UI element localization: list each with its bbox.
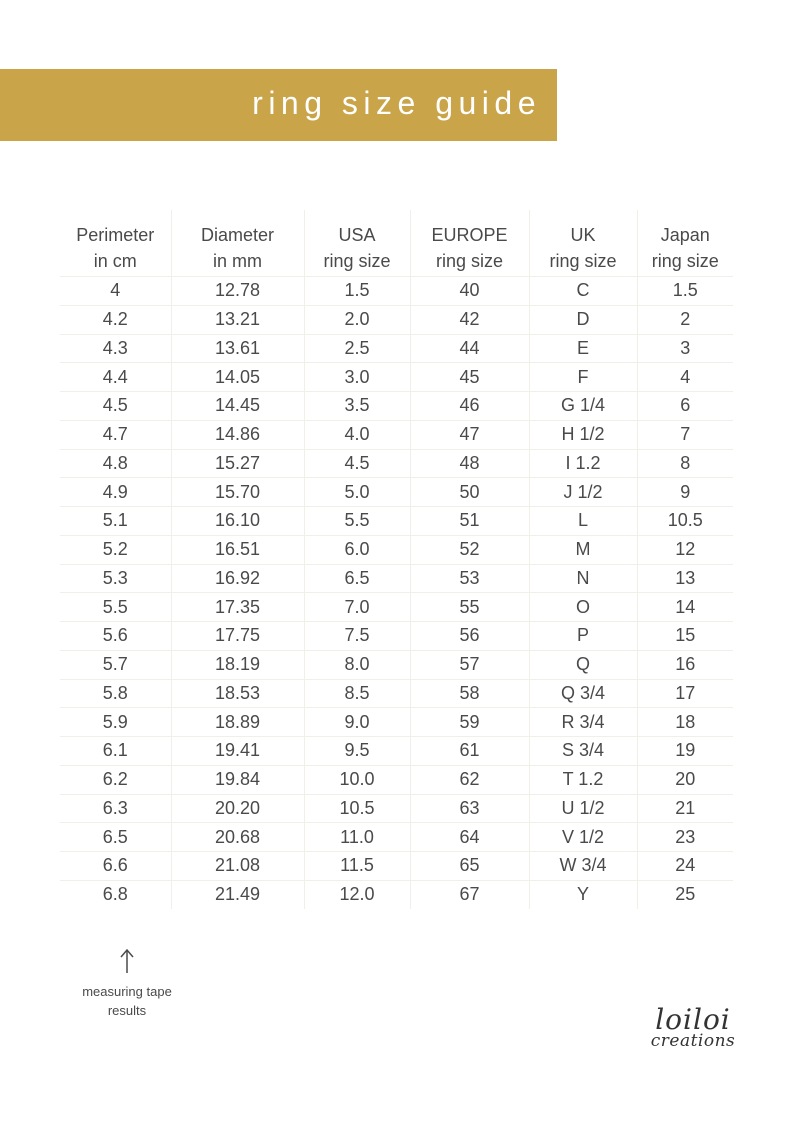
cell-europe: 64 [410,823,529,852]
cell-japan: 1.5 [637,277,733,306]
cell-europe: 58 [410,679,529,708]
column-header-diameter-line1: Diameter [200,225,275,245]
cell-diameter: 16.10 [171,507,304,536]
cell-usa: 10.5 [304,794,410,823]
cell-japan: 12 [637,535,733,564]
note-line-1: measuring tape [82,984,172,999]
column-header-japan-line1: Japan [660,225,710,245]
cell-japan: 15 [637,622,733,651]
table-row [60,794,733,823]
column-header-usa-line1: USA [338,225,376,245]
cell-usa: 6.5 [304,564,410,593]
cell-europe: 61 [410,737,529,766]
cell-diameter: 14.45 [171,392,304,421]
table-row [60,823,733,852]
cell-perimeter: 4 [60,277,171,306]
cell-usa: 9.0 [304,708,410,737]
column-header-perimeter-line1: Perimeter [76,225,155,245]
cell-uk: J 1/2 [529,478,637,507]
cell-uk: C [529,277,637,306]
cell-diameter: 21.08 [171,852,304,881]
table-row [60,305,733,334]
column-header-usa-line2: ring size [323,251,391,271]
table-row [60,535,733,564]
cell-europe: 67 [410,880,529,908]
cell-perimeter: 4.8 [60,449,171,478]
cell-uk: L [529,507,637,536]
cell-uk: V 1/2 [529,823,637,852]
cell-perimeter: 5.8 [60,679,171,708]
cell-europe: 57 [410,650,529,679]
cell-diameter: 15.70 [171,478,304,507]
cell-japan: 20 [637,765,733,794]
cell-perimeter: 4.5 [60,392,171,421]
cell-diameter: 20.20 [171,794,304,823]
cell-diameter: 18.19 [171,650,304,679]
cell-uk: U 1/2 [529,794,637,823]
cell-europe: 65 [410,852,529,881]
cell-uk: S 3/4 [529,737,637,766]
table-row [60,765,733,794]
cell-diameter: 18.89 [171,708,304,737]
cell-europe: 53 [410,564,529,593]
cell-perimeter: 6.5 [60,823,171,852]
column-header-diameter-line2: in mm [213,251,262,271]
cell-perimeter: 4.9 [60,478,171,507]
cell-usa: 2.0 [304,305,410,334]
column-header-japan-line2: ring size [651,251,719,271]
cell-perimeter: 6.2 [60,765,171,794]
cell-usa: 9.5 [304,737,410,766]
cell-perimeter: 6.1 [60,737,171,766]
cell-usa: 6.0 [304,535,410,564]
cell-diameter: 19.41 [171,737,304,766]
cell-perimeter: 5.5 [60,593,171,622]
note-line-2: results [107,1003,147,1018]
column-header-diameter [171,210,304,277]
cell-europe: 42 [410,305,529,334]
cell-europe: 51 [410,507,529,536]
page-title: ring size guide [252,85,541,121]
brand-logo [638,1003,748,1051]
cell-japan: 17 [637,679,733,708]
cell-perimeter: 4.4 [60,363,171,392]
cell-diameter: 13.61 [171,334,304,363]
cell-usa: 3.5 [304,392,410,421]
cell-uk: P [529,622,637,651]
column-header-usa [304,210,410,277]
cell-diameter: 13.21 [171,305,304,334]
cell-europe: 48 [410,449,529,478]
cell-usa: 10.0 [304,765,410,794]
table-row [60,708,733,737]
column-header-perimeter [60,210,171,277]
ring-size-table-container [60,210,733,909]
cell-uk: Y [529,880,637,908]
cell-europe: 45 [410,363,529,392]
cell-uk: F [529,363,637,392]
table-row [60,679,733,708]
table-row [60,852,733,881]
cell-usa: 2.5 [304,334,410,363]
column-header-uk-line1: UK [570,225,596,245]
cell-europe: 63 [410,794,529,823]
cell-europe: 52 [410,535,529,564]
cell-diameter: 19.84 [171,765,304,794]
cell-perimeter: 4.3 [60,334,171,363]
table-row [60,392,733,421]
cell-japan: 7 [637,420,733,449]
cell-europe: 55 [410,593,529,622]
cell-usa: 4.0 [304,420,410,449]
cell-perimeter: 6.6 [60,852,171,881]
cell-japan: 9 [637,478,733,507]
cell-diameter: 14.86 [171,420,304,449]
cell-europe: 47 [410,420,529,449]
cell-japan: 13 [637,564,733,593]
column-header-europe-line2: ring size [435,251,504,271]
cell-perimeter: 5.2 [60,535,171,564]
cell-japan: 8 [637,449,733,478]
cell-usa: 3.0 [304,363,410,392]
cell-japan: 19 [637,737,733,766]
cell-uk: T 1.2 [529,765,637,794]
cell-europe: 44 [410,334,529,363]
cell-usa: 11.0 [304,823,410,852]
table-row [60,507,733,536]
cell-diameter: 16.51 [171,535,304,564]
cell-diameter: 21.49 [171,880,304,908]
cell-uk: I 1.2 [529,449,637,478]
cell-japan: 6 [637,392,733,421]
cell-japan: 16 [637,650,733,679]
column-header-uk [529,210,637,277]
logo-line-1: loiloi [655,1003,731,1036]
cell-diameter: 17.75 [171,622,304,651]
cell-perimeter: 4.7 [60,420,171,449]
cell-perimeter: 6.3 [60,794,171,823]
cell-diameter: 14.05 [171,363,304,392]
cell-japan: 24 [637,852,733,881]
cell-japan: 4 [637,363,733,392]
cell-usa: 5.5 [304,507,410,536]
table-row [60,363,733,392]
column-header-perimeter-line2: in cm [93,251,137,271]
table-row [60,880,733,908]
cell-perimeter: 5.1 [60,507,171,536]
cell-europe: 46 [410,392,529,421]
cell-usa: 11.5 [304,852,410,881]
cell-diameter: 17.35 [171,593,304,622]
cell-uk: Q [529,650,637,679]
table-row [60,593,733,622]
cell-uk: M [529,535,637,564]
cell-uk: D [529,305,637,334]
table-row [60,420,733,449]
cell-diameter: 12.78 [171,277,304,306]
cell-usa: 4.5 [304,449,410,478]
cell-japan: 3 [637,334,733,363]
cell-europe: 40 [410,277,529,306]
ring-size-table [60,210,733,909]
cell-perimeter: 6.8 [102,884,128,905]
cell-usa: 1.5 [304,277,410,306]
cell-japan: 10.5 [637,507,733,536]
cell-uk: N [529,564,637,593]
column-header-europe-line1: EUROPE [431,225,508,245]
table-row [60,564,733,593]
cell-japan: 18 [637,708,733,737]
cell-uk: G 1/4 [529,392,637,421]
title-banner [0,69,557,141]
cell-japan: 23 [637,823,733,852]
cell-europe: 56 [410,622,529,651]
cell-diameter: 15.27 [171,449,304,478]
cell-uk: E [529,334,637,363]
logo-line-2: creations [650,1031,736,1051]
cell-europe: 50 [410,478,529,507]
column-header-japan [637,210,733,277]
column-header-uk-line2: ring size [549,251,617,271]
cell-perimeter: 5.9 [60,708,171,737]
cell-usa: 8.5 [304,679,410,708]
table-header-row [60,210,733,277]
cell-uk: O [529,593,637,622]
cell-perimeter: 5.3 [60,564,171,593]
cell-japan: 2 [637,305,733,334]
cell-japan: 14 [637,593,733,622]
table-row [60,622,733,651]
table-row [60,650,733,679]
cell-japan: 21 [637,794,733,823]
table-row [60,737,733,766]
cell-uk: R 3/4 [529,708,637,737]
cell-diameter: 16.92 [171,564,304,593]
measuring-tape-note [62,948,192,1020]
cell-uk: W 3/4 [529,852,637,881]
cell-perimeter: 5.6 [60,622,171,651]
table-body [60,277,733,909]
table-row [60,478,733,507]
cell-uk: Q 3/4 [529,679,637,708]
arrow-up-icon [120,948,134,974]
table-row [60,449,733,478]
cell-diameter: 18.53 [171,679,304,708]
cell-usa: 8.0 [304,650,410,679]
cell-diameter: 20.68 [171,823,304,852]
cell-europe: 59 [410,708,529,737]
table-row [60,334,733,363]
cell-europe: 62 [410,765,529,794]
cell-perimeter: 4.2 [60,305,171,334]
table-row [60,277,733,306]
cell-usa: 7.0 [304,593,410,622]
cell-japan: 25 [637,880,733,908]
cell-usa: 5.0 [304,478,410,507]
cell-uk: H 1/2 [529,420,637,449]
column-header-europe [410,210,529,277]
cell-usa: 12.0 [304,880,410,908]
cell-usa: 7.5 [304,622,410,651]
cell-perimeter: 5.7 [60,650,171,679]
